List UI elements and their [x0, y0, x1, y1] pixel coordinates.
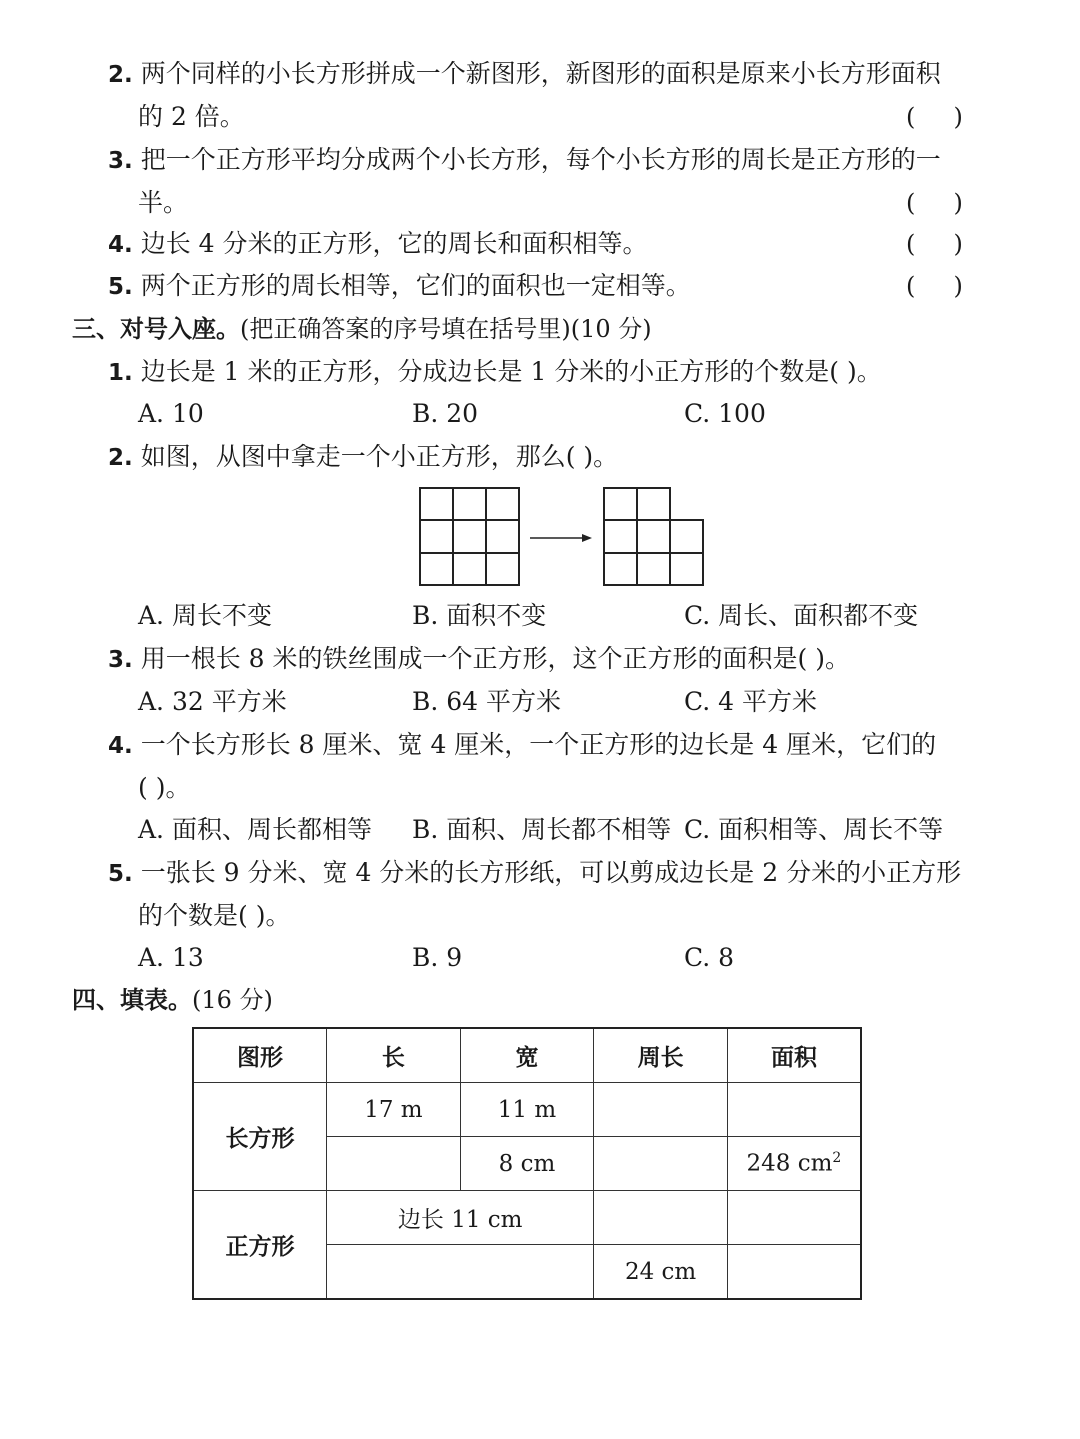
- fill-table: [192, 1027, 862, 1300]
- section-title: 三、对号入座。: [72, 314, 240, 343]
- judge-item-3-line2: 半。: [138, 188, 189, 217]
- choice-item-2: [108, 441, 618, 474]
- cell-perimeter-blank[interactable]: [594, 1083, 728, 1137]
- section-3-heading: [72, 313, 652, 345]
- option-a[interactable]: A. 10: [138, 399, 204, 428]
- cell-length: 17 m: [327, 1083, 461, 1137]
- cell-side: 边长 11 cm: [327, 1191, 594, 1245]
- grid-figure: [410, 480, 720, 592]
- table-header-row: [193, 1028, 861, 1083]
- item-number: 4.: [108, 733, 133, 759]
- option-b[interactable]: B. 64 平方米: [412, 687, 562, 716]
- item-number: 5.: [108, 274, 133, 300]
- judge-item-5: [108, 270, 691, 303]
- item-text: 边长 4 分米的正方形，它的周长和面积相等。: [140, 229, 648, 258]
- section-note: (把正确答案的序号填在括号里)(10 分): [240, 315, 652, 343]
- cell-length-blank[interactable]: [327, 1137, 461, 1191]
- cell-area-blank[interactable]: [727, 1191, 861, 1245]
- item-text: 用一根长 8 米的铁丝围成一个正方形，这个正方形的面积是( )。: [140, 644, 850, 673]
- cell-perimeter-blank[interactable]: [594, 1191, 728, 1245]
- option-c[interactable]: C. 100: [684, 399, 766, 428]
- judge-item-2-line2: 的 2 倍。: [138, 102, 245, 131]
- answer-paren[interactable]: ( ): [906, 103, 963, 131]
- judge-item-2-line1: [108, 58, 941, 91]
- option-c[interactable]: C. 周长、面积都不变: [684, 601, 919, 630]
- item-number: 1.: [108, 360, 133, 386]
- cell-side-blank[interactable]: [327, 1245, 594, 1300]
- option-c[interactable]: C. 4 平方米: [684, 687, 817, 716]
- square-label: 正方形: [193, 1191, 327, 1300]
- item-text: 边长是 1 米的正方形，分成边长是 1 分米的小正方形的个数是( )。: [140, 357, 882, 386]
- item-text: 一张长 9 分米、宽 4 分米的长方形纸，可以剪成边长是 2 分米的小正方形: [140, 858, 962, 887]
- table-row: [193, 1191, 861, 1245]
- item-text: 把一个正方形平均分成两个小长方形，每个小长方形的周长是正方形的一: [140, 145, 941, 174]
- option-a[interactable]: A. 13: [138, 943, 204, 972]
- grid-missing-square: [604, 488, 703, 585]
- cell-area-blank[interactable]: [727, 1245, 861, 1300]
- header-shape: 图形: [193, 1028, 327, 1083]
- table-row: [193, 1083, 861, 1137]
- judge-item-3-line1: [108, 144, 941, 177]
- section-note: (16 分): [192, 986, 273, 1014]
- header-length: 长: [327, 1028, 461, 1083]
- choice-item-4-line2: ( )。: [138, 773, 191, 802]
- cell-area: [727, 1137, 861, 1191]
- section-4-heading: [72, 984, 273, 1016]
- rect-label: 长方形: [193, 1083, 327, 1191]
- header-area: 面积: [727, 1028, 861, 1083]
- option-c[interactable]: C. 8: [684, 943, 735, 972]
- item-number: 2.: [108, 445, 133, 471]
- item-text: 一个长方形长 8 厘米、宽 4 厘米，一个正方形的边长是 4 厘米，它们的: [140, 730, 937, 759]
- full-grid: [420, 488, 519, 585]
- choice-item-1: [108, 356, 882, 389]
- cell-width: 8 cm: [460, 1137, 594, 1191]
- choice-item-4-line1: [108, 729, 936, 762]
- header-perimeter: 周长: [594, 1028, 728, 1083]
- option-b[interactable]: B. 面积不变: [412, 601, 547, 630]
- item-number: 2.: [108, 62, 133, 88]
- cell-width: 11 m: [460, 1083, 594, 1137]
- option-c[interactable]: C. 面积相等、周长不等: [684, 815, 944, 844]
- area-value: 248 cm: [746, 1150, 833, 1177]
- item-number: 5.: [108, 861, 133, 887]
- choice-item-5-line2: 的个数是( )。: [138, 901, 291, 930]
- section-title: 四、填表。: [72, 985, 192, 1014]
- item-text: 两个正方形的周长相等，它们的面积也一定相等。: [140, 271, 691, 300]
- option-b[interactable]: B. 9: [412, 943, 463, 972]
- judge-item-4: [108, 228, 648, 261]
- option-a[interactable]: A. 面积、周长都相等: [138, 815, 372, 844]
- cell-perimeter: 24 cm: [594, 1245, 728, 1300]
- header-width: 宽: [460, 1028, 594, 1083]
- option-a[interactable]: A. 周长不变: [138, 601, 272, 630]
- item-number: 3.: [108, 647, 133, 673]
- answer-paren[interactable]: ( ): [906, 230, 963, 258]
- answer-paren[interactable]: ( ): [906, 272, 963, 300]
- item-number: 3.: [108, 148, 133, 174]
- option-b[interactable]: B. 面积、周长都不相等: [412, 815, 672, 844]
- item-text: 两个同样的小长方形拼成一个新图形，新图形的面积是原来小长方形面积: [140, 59, 941, 88]
- choice-item-5-line1: [108, 857, 961, 890]
- cell-area-blank[interactable]: [727, 1083, 861, 1137]
- option-a[interactable]: A. 32 平方米: [138, 687, 287, 716]
- answer-paren[interactable]: ( ): [906, 189, 963, 217]
- area-exponent: 2: [832, 1150, 842, 1167]
- item-text: 如图，从图中拿走一个小正方形，那么( )。: [140, 442, 619, 471]
- choice-item-3: [108, 643, 850, 676]
- cell-perimeter-blank[interactable]: [594, 1137, 728, 1191]
- item-number: 4.: [108, 232, 133, 258]
- option-b[interactable]: B. 20: [412, 399, 479, 428]
